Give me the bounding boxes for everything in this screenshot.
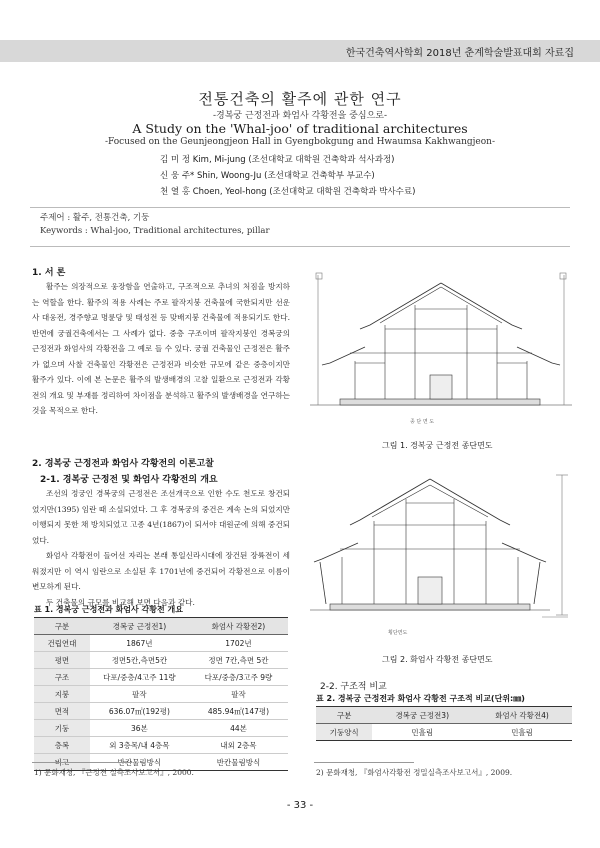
table-cell: 내외 2층목 xyxy=(189,737,288,754)
section1-paragraph: 활주는 의장적으로 웅장함을 연출하고, 구조적으로 추녀의 처짐을 방지하는 역할을 한다. 활주의 적용 사례는 주로 팔작지붕 건축물에 국한되지만 선운사 대웅전, 경주향교 명륜당 및 태성전 등 맞배지붕 건축물에 적용되기도 한다. 반면에 궁궐건축에서는 그 사례가 없다. 중층 구조이며 팔작지붕인 경복궁의 근정전과 화엄사의 각황전을 그 예로 들 수 있다. 궁궐 건축물인 근정전은 활주가 없으며 사찰 건축물인 각황전은 근정전과 비슷한 규모에 같은 중층이지만 활주가 있다. 이에 본 논문은 활주의 발생배경의 고찰 일환으로 근정전과 각황전의 개요 및 부재를 정리하여 차이점을 분석하고 활주의 발생배경을 연구하는 것을 목적으로 한다. xyxy=(32,282,290,415)
keywords-english: Keywords : Whal-joo, Traditional architectures, pillar xyxy=(40,226,270,236)
table-cell: 민흘림 xyxy=(372,724,472,741)
table2-header-row xyxy=(316,707,572,724)
table-cell: 36본 xyxy=(90,720,189,737)
section2-body xyxy=(32,486,290,610)
figure2-caption: 그림 2. 화엄사 각황전 종단면도 xyxy=(382,655,493,664)
table-cell: 팔작 xyxy=(189,686,288,703)
table-row-label: 면적 xyxy=(34,703,90,720)
table-row-label: 기둥 xyxy=(34,720,90,737)
journal-name: 한국건축역사학회 2018년 춘계학술발표대회 자료집 xyxy=(345,48,574,59)
table-header-cell: 화엄사 각황전2) xyxy=(189,618,288,635)
english-subtitle: -Focused on the Geunjeongjeon Hall in Gyengbokgung and Hwaumsa Kakhwangjeon- xyxy=(104,137,496,147)
section2-2-heading: 2-2. 구조적 비교 xyxy=(320,682,387,692)
table-row xyxy=(34,720,288,737)
footnote-2: 2) 문화재청, 『화엄사각황전 정밀실측조사보고서』, 2009. xyxy=(316,768,513,777)
footnote-rule-left xyxy=(32,762,132,763)
figure1-caption: 그림 1. 경복궁 근정전 종단면도 xyxy=(382,441,493,450)
table-row xyxy=(34,669,288,686)
table-row-label: 기둥양식 xyxy=(316,724,372,741)
table-row xyxy=(34,737,288,754)
table-row-label: 층복 xyxy=(34,737,90,754)
table-cell: 1867년 xyxy=(90,635,189,652)
section2-1-heading: 2-1. 경복궁 근정전 및 화엄사 각황전의 개요 xyxy=(40,475,218,485)
table-row xyxy=(34,652,288,669)
footnote-1: 1) 문화재청, 『근정전 실측조사보고서』, 2000. xyxy=(34,768,194,777)
korean-title: 전통건축의 활주에 관한 연구 xyxy=(198,90,402,108)
table-cell: 외 3층목/내 4층목 xyxy=(90,737,189,754)
table-cell: 팔작 xyxy=(90,686,189,703)
table-row-label: 평면 xyxy=(34,652,90,669)
table-cell: 반칸물림방식 xyxy=(90,754,189,771)
table-cell: 636.07㎡(192평) xyxy=(90,703,189,720)
section1-heading: 1. 서 론 xyxy=(32,268,66,278)
figure2-section-drawing xyxy=(310,465,572,625)
table2-caption: 표 2. 경복궁 근정전과 화엄사 각황전 구조적 비교(단위:㎜) xyxy=(316,694,525,703)
author-2: 신 웅 주* Shin, Woong-Ju (조선대학교 건축학부 부교수) xyxy=(160,171,375,181)
table1 xyxy=(34,617,288,771)
table-header-cell: 경복궁 근정전3) xyxy=(372,707,472,724)
table1-header-row xyxy=(34,618,288,635)
table2-body xyxy=(316,724,572,741)
author-1: 김 미 정 Kim, Mi-jung (조선대학교 대학원 건축학과 석사과정) xyxy=(160,155,395,165)
table-cell: 정면5칸,측면5칸 xyxy=(90,652,189,669)
korean-subtitle: -경복궁 근정전과 화엄사 각황전을 중심으로- xyxy=(212,111,388,121)
figure2-scale-label: 횡단면도 xyxy=(388,630,408,636)
table-row-label: 건립연대 xyxy=(34,635,90,652)
table-row xyxy=(316,724,572,741)
section1-body xyxy=(32,279,290,419)
table-cell: 다포/중층/4고주 11량 xyxy=(90,669,189,686)
table-cell: 1702년 xyxy=(189,635,288,652)
table-row xyxy=(34,686,288,703)
table-cell: 반칸물림방식 xyxy=(189,754,288,771)
table1-caption: 표 1. 경복궁 근정전과 화엄사 각황전 개요 xyxy=(34,605,183,614)
table1-body xyxy=(34,635,288,771)
page-number: - 33 - xyxy=(286,800,314,811)
table-cell: 정면 7칸,측면 5칸 xyxy=(189,652,288,669)
section2-para1: 조선의 정궁인 경복궁의 근정전은 조선개국으로 인한 수도 천도로 창건되었지만(1395) 임란 때 소실되었다. 그 후 경복궁의 중건은 계속 논의 되었지만 이행되지 못한 채 방치되었고 고종 4년(1867)이 되서야 대원군에 의해 중건되었다. xyxy=(32,489,290,545)
table-row xyxy=(34,635,288,652)
table-cell: 다포/중층/3고주 9량 xyxy=(189,669,288,686)
table-row-label: 구조 xyxy=(34,669,90,686)
table-header-cell: 구분 xyxy=(34,618,90,635)
table-row-label: 비고 xyxy=(34,754,90,771)
english-title: A Study on the 'Whal-joo' of traditional architectures xyxy=(132,121,468,136)
keywords-korean: 주제어 : 활주, 전통건축, 기둥 xyxy=(40,213,150,223)
figure1-scale-label: 종 단 면 도 xyxy=(410,419,435,425)
journal-header xyxy=(0,40,600,62)
table-row-label: 지붕 xyxy=(34,686,90,703)
table2 xyxy=(316,706,572,741)
table-header-cell: 화엄사 각황전4) xyxy=(472,707,572,724)
table-cell: 44본 xyxy=(189,720,288,737)
table-cell: 485.94㎡(147평) xyxy=(189,703,288,720)
table-header-cell: 구분 xyxy=(316,707,372,724)
section2-heading: 2. 경복궁 근정전과 화엄사 각황전의 이론고찰 xyxy=(32,459,214,469)
author-3: 천 열 홍 Choen, Yeol-hong (조선대학교 대학원 건축학과 박사수료) xyxy=(160,187,416,197)
figure1-section-drawing xyxy=(310,265,572,415)
table-row xyxy=(34,703,288,720)
section2-para2: 화엄사 각황전이 들어선 자리는 본래 통일신라시대에 장건된 장륙전이 세워졌지만 이 역시 임란으로 소실된 후 1701년에 중건되어 각황전으로 이름이 변모하게 된다. xyxy=(32,551,290,591)
footnote-rule-right xyxy=(314,762,414,763)
table-header-cell: 경복궁 근정전1) xyxy=(90,618,189,635)
section2-para3: 두 건축물의 규모를 비교해 보면 다음과 같다. xyxy=(46,597,195,607)
table-cell: 민흘림 xyxy=(472,724,572,741)
